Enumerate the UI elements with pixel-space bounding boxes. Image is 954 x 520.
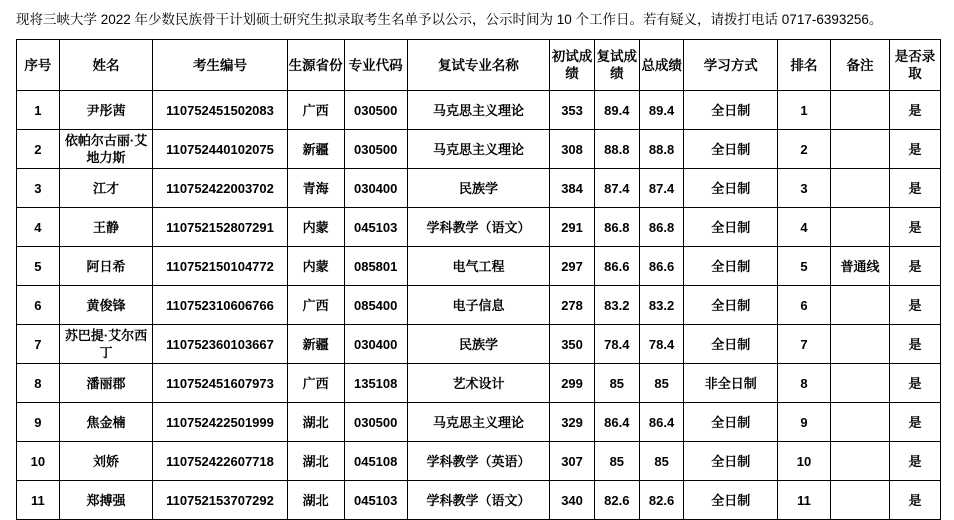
- cell-name: 阿日希: [59, 247, 153, 286]
- table-row: [17, 325, 941, 364]
- cell-exam-id: 110752310606766: [153, 286, 287, 325]
- cell-total-score: 82.6: [639, 481, 684, 520]
- cell-admitted: 是: [890, 325, 941, 364]
- cell-retest-score: 85: [594, 442, 639, 481]
- cell-major-name: 民族学: [407, 169, 549, 208]
- cell-retest-score: 86.8: [594, 208, 639, 247]
- column-header-remark: 备注: [830, 40, 889, 91]
- cell-remark: [830, 325, 889, 364]
- column-header-no: 序号: [17, 40, 60, 91]
- cell-total-score: 88.8: [639, 130, 684, 169]
- cell-exam-id: 110752422501999: [153, 403, 287, 442]
- cell-first-score: 350: [550, 325, 595, 364]
- cell-study-mode: 全日制: [684, 130, 778, 169]
- cell-major-name: 艺术设计: [407, 364, 549, 403]
- cell-major-name: 学科教学（语文）: [407, 208, 549, 247]
- column-header-major-code: 专业代码: [344, 40, 407, 91]
- cell-name: 依帕尔古丽·艾地力斯: [59, 130, 153, 169]
- cell-retest-score: 86.4: [594, 403, 639, 442]
- cell-no: 9: [17, 403, 60, 442]
- cell-major-code: 030500: [344, 403, 407, 442]
- cell-first-score: 308: [550, 130, 595, 169]
- cell-major-code: 030500: [344, 91, 407, 130]
- cell-study-mode: 全日制: [684, 481, 778, 520]
- cell-admitted: 是: [890, 481, 941, 520]
- table-row: [17, 130, 941, 169]
- cell-no: 3: [17, 169, 60, 208]
- table-row: [17, 364, 941, 403]
- cell-major-code: 045108: [344, 442, 407, 481]
- table-row: [17, 169, 941, 208]
- cell-first-score: 299: [550, 364, 595, 403]
- cell-no: 5: [17, 247, 60, 286]
- cell-remark: [830, 130, 889, 169]
- cell-first-score: 297: [550, 247, 595, 286]
- cell-rank: 2: [778, 130, 831, 169]
- cell-remark: [830, 91, 889, 130]
- cell-exam-id: 110752422607718: [153, 442, 287, 481]
- cell-total-score: 78.4: [639, 325, 684, 364]
- cell-study-mode: 全日制: [684, 442, 778, 481]
- column-header-first-score: 初试成绩: [550, 40, 595, 91]
- public-notice-text: 现将三峡大学 2022 年少数民族骨干计划硕士研究生拟录取考生名单予以公示，公示时间为 10 个工作日。若有疑义，请拨打电话 0717-6393256。: [16, 12, 883, 27]
- cell-exam-id: 110752360103667: [153, 325, 287, 364]
- cell-remark: [830, 364, 889, 403]
- cell-major-code: 030400: [344, 169, 407, 208]
- cell-first-score: 278: [550, 286, 595, 325]
- cell-major-name: 马克思主义理论: [407, 91, 549, 130]
- cell-province: 内蒙: [287, 247, 344, 286]
- cell-major-name: 马克思主义理论: [407, 403, 549, 442]
- cell-remark: [830, 286, 889, 325]
- cell-no: 2: [17, 130, 60, 169]
- cell-major-code: 135108: [344, 364, 407, 403]
- cell-no: 7: [17, 325, 60, 364]
- cell-admitted: 是: [890, 91, 941, 130]
- table-row: [17, 481, 941, 520]
- cell-rank: 3: [778, 169, 831, 208]
- cell-rank: 4: [778, 208, 831, 247]
- cell-name: 郑搏强: [59, 481, 153, 520]
- cell-first-score: 340: [550, 481, 595, 520]
- cell-remark: [830, 208, 889, 247]
- table-body: [17, 91, 941, 520]
- cell-total-score: 86.8: [639, 208, 684, 247]
- cell-major-name: 马克思主义理论: [407, 130, 549, 169]
- cell-name: 潘丽郡: [59, 364, 153, 403]
- cell-study-mode: 全日制: [684, 247, 778, 286]
- cell-first-score: 291: [550, 208, 595, 247]
- cell-major-code: 045103: [344, 481, 407, 520]
- cell-province: 内蒙: [287, 208, 344, 247]
- cell-rank: 1: [778, 91, 831, 130]
- cell-major-name: 学科教学（语文）: [407, 481, 549, 520]
- cell-name: 江才: [59, 169, 153, 208]
- cell-major-name: 民族学: [407, 325, 549, 364]
- column-header-total-score: 总成绩: [639, 40, 684, 91]
- cell-name: 尹彤茜: [59, 91, 153, 130]
- cell-first-score: 384: [550, 169, 595, 208]
- admitted-candidates-table: [16, 39, 941, 520]
- cell-total-score: 89.4: [639, 91, 684, 130]
- cell-study-mode: 全日制: [684, 286, 778, 325]
- cell-province: 广西: [287, 364, 344, 403]
- cell-retest-score: 85: [594, 364, 639, 403]
- cell-first-score: 353: [550, 91, 595, 130]
- cell-first-score: 329: [550, 403, 595, 442]
- column-header-province: 生源省份: [287, 40, 344, 91]
- cell-province: 新疆: [287, 130, 344, 169]
- cell-exam-id: 110752153707292: [153, 481, 287, 520]
- cell-retest-score: 83.2: [594, 286, 639, 325]
- cell-rank: 6: [778, 286, 831, 325]
- cell-province: 广西: [287, 286, 344, 325]
- cell-admitted: 是: [890, 130, 941, 169]
- cell-admitted: 是: [890, 247, 941, 286]
- cell-major-name: 电气工程: [407, 247, 549, 286]
- cell-retest-score: 86.6: [594, 247, 639, 286]
- cell-retest-score: 89.4: [594, 91, 639, 130]
- cell-exam-id: 110752150104772: [153, 247, 287, 286]
- cell-major-name: 电子信息: [407, 286, 549, 325]
- cell-no: 8: [17, 364, 60, 403]
- cell-admitted: 是: [890, 286, 941, 325]
- cell-province: 湖北: [287, 481, 344, 520]
- column-header-rank: 排名: [778, 40, 831, 91]
- table-header-row: [17, 40, 941, 91]
- cell-total-score: 86.4: [639, 403, 684, 442]
- cell-retest-score: 82.6: [594, 481, 639, 520]
- cell-total-score: 85: [639, 364, 684, 403]
- cell-exam-id: 110752451607973: [153, 364, 287, 403]
- cell-rank: 5: [778, 247, 831, 286]
- table-row: [17, 208, 941, 247]
- cell-major-code: 045103: [344, 208, 407, 247]
- cell-rank: 11: [778, 481, 831, 520]
- column-header-name: 姓名: [59, 40, 153, 91]
- cell-exam-id: 110752152807291: [153, 208, 287, 247]
- column-header-admitted: 是否录取: [890, 40, 941, 91]
- cell-study-mode: 全日制: [684, 169, 778, 208]
- cell-study-mode: 全日制: [684, 403, 778, 442]
- cell-exam-id: 110752440102075: [153, 130, 287, 169]
- cell-no: 4: [17, 208, 60, 247]
- cell-total-score: 83.2: [639, 286, 684, 325]
- cell-retest-score: 78.4: [594, 325, 639, 364]
- cell-rank: 10: [778, 442, 831, 481]
- table-row: [17, 403, 941, 442]
- table-header: [17, 40, 941, 91]
- cell-province: 湖北: [287, 403, 344, 442]
- cell-remark: 普通线: [830, 247, 889, 286]
- cell-remark: [830, 169, 889, 208]
- cell-rank: 9: [778, 403, 831, 442]
- cell-province: 广西: [287, 91, 344, 130]
- table-row: [17, 442, 941, 481]
- cell-total-score: 86.6: [639, 247, 684, 286]
- cell-province: 新疆: [287, 325, 344, 364]
- cell-name: 焦金楠: [59, 403, 153, 442]
- cell-study-mode: 非全日制: [684, 364, 778, 403]
- cell-study-mode: 全日制: [684, 325, 778, 364]
- cell-admitted: 是: [890, 442, 941, 481]
- cell-major-code: 085400: [344, 286, 407, 325]
- cell-name: 苏巴提·艾尔西丁: [59, 325, 153, 364]
- column-header-study-mode: 学习方式: [684, 40, 778, 91]
- cell-total-score: 85: [639, 442, 684, 481]
- cell-rank: 8: [778, 364, 831, 403]
- cell-province: 湖北: [287, 442, 344, 481]
- cell-name: 黄俊锋: [59, 286, 153, 325]
- cell-admitted: 是: [890, 208, 941, 247]
- cell-admitted: 是: [890, 169, 941, 208]
- column-header-major-name: 复试专业名称: [407, 40, 549, 91]
- cell-remark: [830, 481, 889, 520]
- table-row: [17, 91, 941, 130]
- cell-major-code: 030500: [344, 130, 407, 169]
- cell-major-name: 学科教学（英语）: [407, 442, 549, 481]
- cell-no: 10: [17, 442, 60, 481]
- cell-name: 王静: [59, 208, 153, 247]
- table-row: [17, 286, 941, 325]
- cell-no: 11: [17, 481, 60, 520]
- cell-province: 青海: [287, 169, 344, 208]
- cell-exam-id: 110752451502083: [153, 91, 287, 130]
- table-row: [17, 247, 941, 286]
- cell-total-score: 87.4: [639, 169, 684, 208]
- cell-major-code: 030400: [344, 325, 407, 364]
- column-header-exam-id: 考生编号: [153, 40, 287, 91]
- cell-admitted: 是: [890, 364, 941, 403]
- cell-admitted: 是: [890, 403, 941, 442]
- cell-remark: [830, 403, 889, 442]
- cell-study-mode: 全日制: [684, 208, 778, 247]
- cell-study-mode: 全日制: [684, 91, 778, 130]
- cell-exam-id: 110752422003702: [153, 169, 287, 208]
- cell-rank: 7: [778, 325, 831, 364]
- cell-major-code: 085801: [344, 247, 407, 286]
- cell-name: 刘娇: [59, 442, 153, 481]
- cell-no: 1: [17, 91, 60, 130]
- column-header-retest-score: 复试成绩: [594, 40, 639, 91]
- cell-retest-score: 87.4: [594, 169, 639, 208]
- cell-no: 6: [17, 286, 60, 325]
- cell-first-score: 307: [550, 442, 595, 481]
- cell-retest-score: 88.8: [594, 130, 639, 169]
- cell-remark: [830, 442, 889, 481]
